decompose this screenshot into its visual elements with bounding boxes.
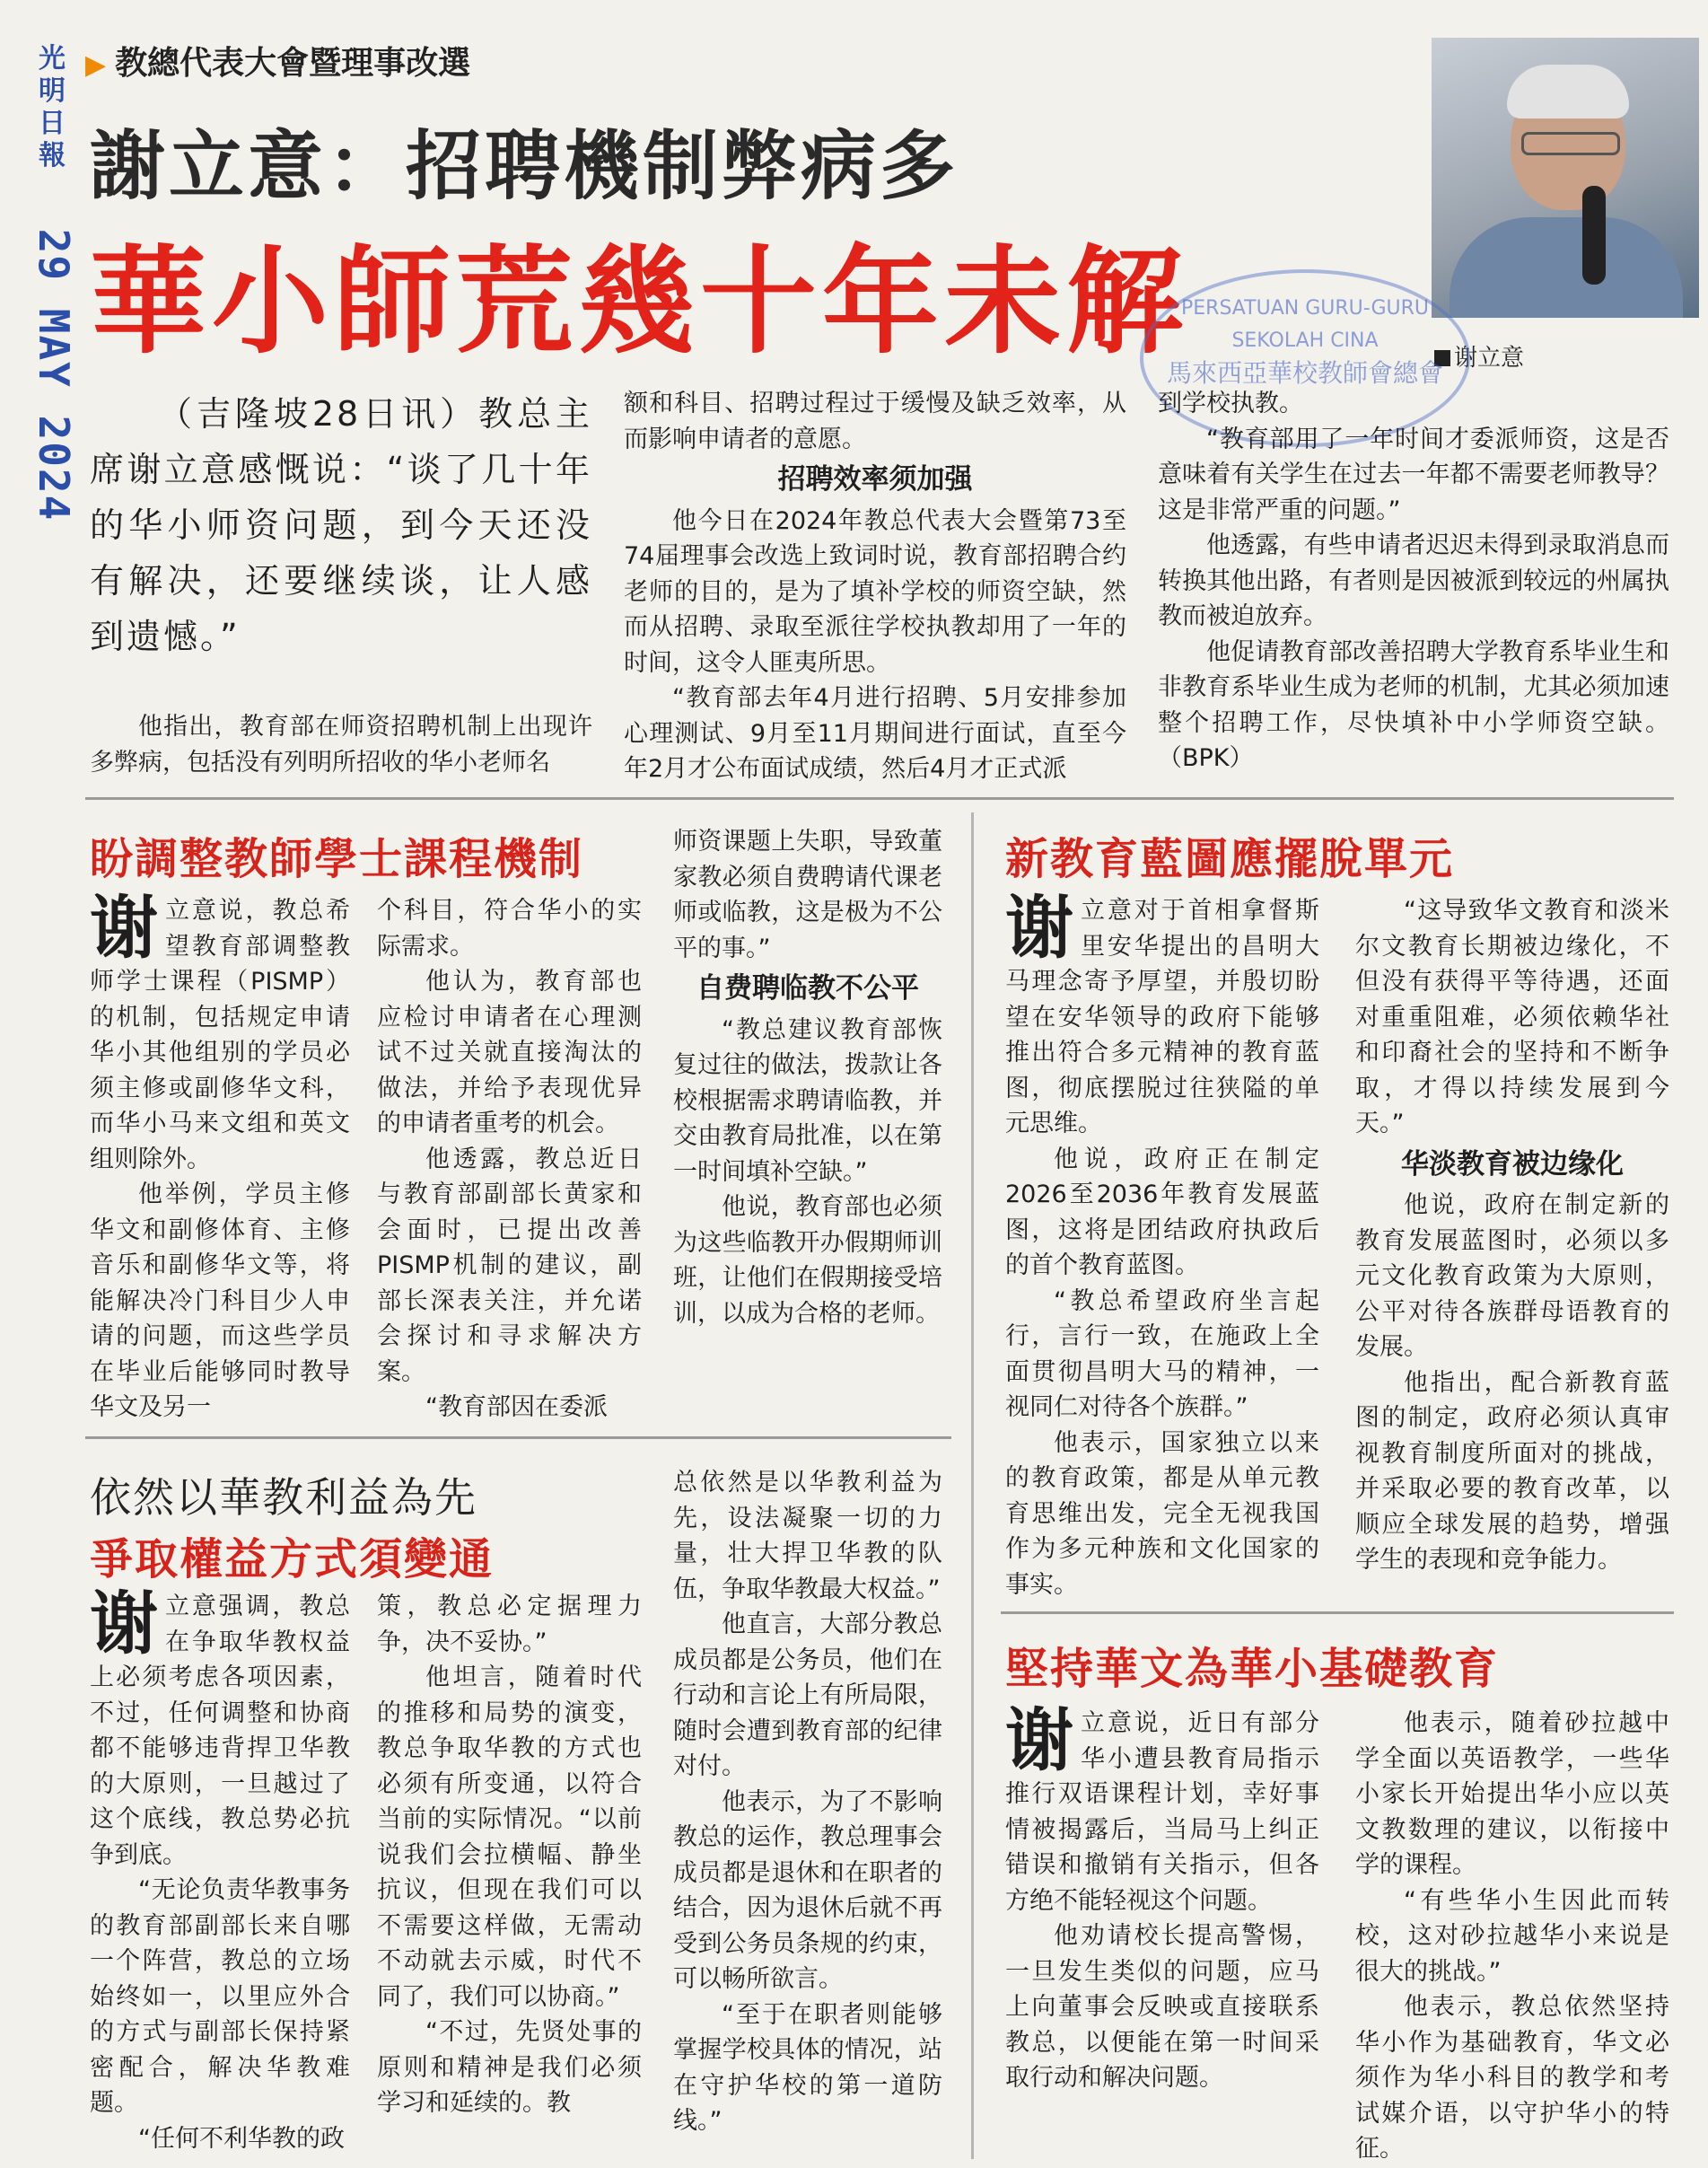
- seal-top-text: PERSATUAN GURU-GURU SEKOLAH CINA: [1180, 297, 1430, 352]
- sec3-column-2: [1355, 893, 1669, 1578]
- lead-subhead: 招聘效率须加强: [777, 463, 973, 496]
- article-paragraph: 他表示，为了不影响教总的运作，教总理事会成员都是退休和在职者的结合，因为退休后就不再受到公务员条规的约束，可以畅所欲言。: [673, 1787, 942, 1993]
- section-title: 盼調整教師學士課程機制: [90, 834, 584, 884]
- main-title: 謝立意：招聘機制弊病多: [90, 122, 959, 210]
- article-paragraph: [1005, 888, 1319, 1142]
- sec1-column-1: [90, 888, 350, 1426]
- newspaper-name: 光明日報: [39, 43, 66, 171]
- vertical-rule: [971, 812, 974, 2159]
- lead-paragraph: 到学校执教。: [1158, 390, 1303, 417]
- section-title: 新教育藍圖應擺脫單元: [1005, 834, 1455, 884]
- paragraph-text: 立意说，教总希望教育部调整教师学士课程（PISMP）的机制，包括规定申请华小其他组别的学员必须主修或副修华文科，而华小马来文组和英文组则除外。: [90, 897, 350, 1173]
- article-paragraph: 他指出，配合新教育蓝图的制定，政府必须认真审视教育制度所面对的挑战，并采取必要的教育改革，以顺应全球发展的趋势，增强学生的表现和竞争能力。: [1355, 1368, 1669, 1574]
- article-paragraph: 他说，政府在制定新的教育发展蓝图时，必须以多元文化教育政策为大原则，公平对待各族群母语教育的发展。: [1355, 1191, 1669, 1361]
- paragraph-text: 立意强调，教总在争取华教权益上必须考虑各项因素，不过，任何调整和协商都不能够违背捍卫华教的大原则，一旦越过了这个底线，教总势必抗争到底。: [90, 1593, 350, 1869]
- sec2-column-2: [377, 1589, 642, 2121]
- article-paragraph: 他表示，随着砂拉越中学全面以英语教学，一些华小家长开始提出华小应以英文教数理的建议，以衔接中学的课程。: [1355, 1709, 1669, 1879]
- article-paragraph: “这导致华文教育和淡米尔文教育长期被边缘化，不但没有获得平等待遇，还面对重重阻难，必须依赖华社和印裔社会的坚持和不断争取，才得以持续发展到今天。”: [1355, 897, 1669, 1137]
- article-subhead: 华淡教育被边缘化: [1401, 1147, 1624, 1181]
- lead-paragraph: “教育部用了一年时间才委派师资，这是否意味着有关学生在过去一年都不需要老师教导？这是非常严重的问题。”: [1158, 425, 1669, 524]
- date-stamp: [27, 228, 81, 522]
- article-paragraph: 个科目，符合华小的实际需求。: [377, 897, 642, 961]
- article-paragraph: 他直言，大部分教总成员都是公务员，他们在行动和言论上有所局限，随时会遭到教育部的纪律对付。: [673, 1611, 942, 1780]
- section-title-line-2: 爭取權益方式須變通: [90, 1534, 495, 1584]
- sec1-column-2: [377, 893, 642, 1426]
- sec3-column-1: [1005, 888, 1319, 1602]
- seal-bottom-text: 馬來西亞華校教師會總會: [1166, 358, 1443, 388]
- article-paragraph: 他坦言，随着时代的推移和局势的演变，教总争取华教的方式也必须有所变通，以符合当前的实际情况。“以前说我们会拉横幅、静坐抗议，但现在我们可以不需要这样做，无需动不动就去示威，时代不同了，我们可以协商。”: [377, 1663, 642, 2011]
- microphone-icon: [1582, 186, 1606, 285]
- horizontal-rule: [85, 797, 1674, 800]
- article-paragraph: “无论负责华教事务的教育部副部长来自哪一个阵营，教总的立场始终如一，以里应外合的方式与副部长保持紧密配合，解决华教难题。: [90, 1876, 350, 2117]
- horizontal-rule: [1001, 1611, 1674, 1614]
- article-paragraph: “教总希望政府坐言起行，言行一致，在施政上全面贯彻昌明大马的精神，一视同仁对待各个族群。”: [1005, 1286, 1319, 1421]
- sec1-column-3: [673, 824, 942, 1331]
- article-paragraph: 他举例，学员主修华文和副修体育、主修音乐和副修华文等，将能解决冷门科目少人申请的问题，而这些学员在毕业后能够同时教导华文及另一: [90, 1181, 350, 1421]
- article-paragraph: “教育部因在委派: [425, 1393, 608, 1421]
- article-paragraph: “至于在职者则能够掌握学校具体的情况，站在守护华校的第一道防线。”: [673, 2000, 942, 2135]
- kicker: [85, 38, 470, 83]
- article-paragraph: 他表示，国家独立以来的教育政策，都是从单元教育思维出发，完全无视我国作为多元种族和文化国家的事实。: [1005, 1428, 1319, 1599]
- photo-hair: [1507, 65, 1629, 118]
- lead-paragraph: 他促请教育部改善招聘大学教育系毕业生和非教育系毕业生成为老师的机制，尤其必须加速整个招聘工作，尽快填补中小学师资空缺。（BPK）: [1158, 637, 1669, 772]
- sec2-column-3: [673, 1465, 942, 2139]
- horizontal-rule: [85, 1436, 951, 1439]
- paragraph-text: 立意说，近日有部分华小遭县教育局指示推行双语课程计划，幸好事情被揭露后，当局马上纠正错误和撤销有关指示，但各方绝不能轻视这个问题。: [1005, 1709, 1319, 1915]
- date-stamp-text: 29 MAY 2024: [30, 228, 78, 522]
- article-paragraph: “教总建议教育部恢复过往的做法，拨款让各校根据需求聘请临教，并交由教育局批准，以在第一时间填补空缺。”: [673, 1015, 942, 1186]
- lead-paragraph: （吉隆坡28日讯）教总主席谢立意感慨说：“谈了几十年的华小师资问题，到今天还没有解决，还要继续谈，让人感到遗憾。”: [90, 394, 592, 656]
- article-paragraph: 策，教总必定据理力争，决不妥协。”: [377, 1593, 642, 1656]
- article-paragraph: “不过，先贤处事的原则和精神是我们必须学习和延续的。教: [377, 2018, 642, 2117]
- lead-paragraph: 他指出，教育部在师资招聘机制上出现许多弊病，包括没有列明所招收的华小老师名: [90, 713, 592, 777]
- lead-intro: [90, 386, 592, 664]
- article-subhead: 自费聘临教不公平: [696, 972, 919, 1005]
- lead-column-2: [624, 386, 1126, 787]
- kicker-text: 教總代表大會暨理事改選: [115, 45, 471, 82]
- section-title: 堅持華文為華小基礎教育: [1005, 1644, 1500, 1694]
- sec4-column-2: [1355, 1706, 1669, 2167]
- lead-paragraph: “教育部去年4月进行招聘、5月安排参加心理测试、9月至11月期间进行面试，直至今年2月才公布面试成绩，然后4月才正式派: [624, 684, 1126, 783]
- main-headline: 華小師荒幾十年未解: [90, 233, 1189, 370]
- dropcap: 谢: [90, 1584, 158, 1663]
- sec2-column-1: [90, 1584, 350, 2156]
- paragraph-text: 立意对于首相拿督斯里安华提出的昌明大马理念寄予厚望，并殷切盼望在安华领导的政府下能够推出符合多元精神的教育蓝图，彻底摆脱过往狭隘的单元思维。: [1005, 897, 1319, 1137]
- lead-column-3: [1158, 386, 1669, 777]
- triangle-icon: ▶: [85, 49, 107, 81]
- section-title-line-1: 依然以華教利益為先: [90, 1473, 477, 1522]
- photo-glasses: [1521, 132, 1620, 155]
- article-paragraph: 他说，教育部也必须为这些临教开办假期师训班，让他们在假期接受培训，以成为合格的老师。: [673, 1193, 942, 1328]
- lead-paragraph: 他透露，有些申请者迟迟未得到录取消息而转换其他出路，有者则是因被派到较远的州属执教而被迫放弃。: [1158, 531, 1669, 630]
- lead-column-1: [90, 709, 592, 780]
- dropcap: 谢: [90, 888, 158, 968]
- article-paragraph: “任何不利华教的政: [138, 2124, 345, 2153]
- speaker-photo: [1432, 38, 1699, 318]
- photo-caption-text: 谢立意: [1454, 345, 1525, 372]
- dropcap: 谢: [1005, 1700, 1073, 1780]
- article-paragraph: [90, 1584, 350, 1873]
- article-paragraph: 总依然是以华教利益为先，设法凝聚一切的力量，壮大捍卫华教的队伍，争取华教最大权益。”: [673, 1469, 942, 1603]
- article-paragraph: 他表示，教总依然坚持华小作为基础教育，华文必须作为华小科目的教学和考试媒介语，以守护华小的特征。: [1355, 1993, 1669, 2163]
- lead-paragraph: 额和科目、招聘过程过于缓慢及缺乏效率，从而影响申请者的意愿。: [624, 390, 1126, 453]
- lead-paragraph: 他今日在2024年教总代表大会暨第73至74届理事会改选上致词时说，教育部招聘合约老师的目的，是为了填补学校的师资空缺，然而从招聘、录取至派往学校执教却用了一年的时间，这令人匪夷所思。: [624, 506, 1126, 677]
- article-paragraph: 他认为，教育部也应检讨申请者在心理测试不过关就直接淘汰的做法，并给予表现优异的申请者重考的机会。: [377, 968, 642, 1137]
- article-paragraph: 他透露，教总近日与教育部副部长黄家和会面时，已提出改善PISMP机制的建议，副部长深表关注，并允诺会探讨和寻求解决方案。: [377, 1145, 642, 1386]
- photo-shirt: [1450, 217, 1683, 318]
- article-paragraph: “有些华小生因此而转校，这对砂拉越华小来说是很大的挑战。”: [1355, 1886, 1669, 1986]
- article-paragraph: [1005, 1700, 1319, 1918]
- article-paragraph: 师资课题上失职，导致董家教必须自费聘请代课老师或临教，这是极为不公平的事。”: [673, 828, 942, 962]
- dropcap: 谢: [1005, 888, 1073, 968]
- sec4-column-1: [1005, 1700, 1319, 2096]
- article-paragraph: 他劝请校长提高警惕，一旦发生类似的问题，应马上向董事会反映或直接联系教总，以便能在第一时间采取行动和解决问题。: [1005, 1922, 1319, 2092]
- article-paragraph: [90, 888, 350, 1177]
- article-paragraph: 他说，政府正在制定2026至2036年教育发展蓝图，这将是团结政府执政后的首个教育蓝图。: [1005, 1145, 1319, 1279]
